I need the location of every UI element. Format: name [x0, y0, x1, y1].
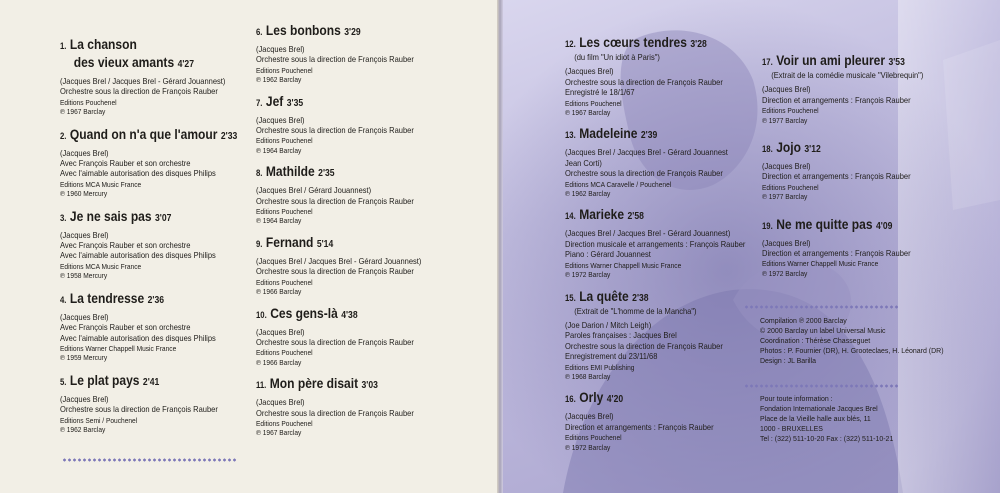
track-duration: 2'41 [142, 376, 160, 388]
tracklist-column-4 [762, 52, 992, 292]
track-credit-line: Direction et arrangements : François Rauber [565, 422, 714, 432]
track-title: Jef [265, 92, 284, 109]
track-entry [60, 36, 245, 117]
track-credit-line: Editions Pouchenel [762, 182, 819, 192]
track-title-line [565, 125, 728, 144]
track-credit-line: ℗ 1968 Barclay [565, 371, 611, 381]
track-title: Mon père disait [269, 375, 359, 392]
track-credit-line: Direction et arrangements : François Rauber [762, 95, 911, 105]
track-credit-line: ℗ 1962 Barclay [256, 75, 302, 85]
track-credit-line: Orchestre sous la direction de François Rauber [256, 196, 414, 206]
track-entry [565, 389, 755, 452]
track-credit-line: ℗ 1977 Barclay [762, 115, 808, 125]
dotted-divider-left [62, 458, 237, 462]
track-credit-line: Editions Pouchenel [256, 65, 313, 75]
track-number: 8. [256, 168, 263, 179]
track-subtitle: (Extrait de "L'homme de la Mancha") [574, 306, 697, 316]
track-credit-line: Avec François Rauber et son orchestre [60, 323, 191, 333]
contact-line: Pour toute information : [760, 394, 833, 403]
track-title: Les cœurs tendres [579, 34, 687, 50]
track-title-line [60, 208, 219, 227]
track-credit-line: Orchestre sous la direction de François Rauber [60, 87, 218, 97]
track-credit-line: Paroles françaises : Jacques Brel [565, 331, 677, 341]
track-credit-line: Avec l'aimable autorisation des disques Philips [60, 251, 216, 261]
track-credit-line: Orchestre sous la direction de François Rauber [565, 169, 723, 179]
track-entry [565, 125, 755, 198]
track-entry [762, 216, 992, 279]
track-credit-line: (Jacques Brel) [256, 115, 305, 125]
track-entry [60, 126, 245, 199]
track-entry [256, 22, 491, 85]
track-title-line [256, 305, 458, 324]
track-duration: 2'33 [220, 130, 238, 142]
track-number: 12. [565, 39, 576, 49]
credits-line: © 2000 Barclay un label Universal Music [760, 326, 886, 335]
credits-line: Photos : P. Fournier (DR), H. Grooteclaes, H. Léonard (DR) [760, 346, 944, 355]
track-credit-line: Orchestre sous la direction de François Rauber [256, 408, 414, 418]
track-title: Jojo [776, 139, 801, 156]
track-credit-line: ℗ 1964 Barclay [256, 216, 302, 226]
contact-line: Place de la Vieille halle aux blés, 11 [760, 414, 871, 423]
track-title-line [256, 163, 458, 182]
track-credit-line: Editions Warner Chappell Music France [60, 343, 177, 353]
track-credit-line: (Jacques Brel) [762, 85, 811, 95]
track-credit-line: (Jacques Brel) [762, 162, 811, 172]
track-entry [565, 206, 755, 279]
track-title-line [256, 22, 458, 41]
track-duration: 3'53 [888, 57, 905, 68]
track-credit-line: Orchestre sous la direction de François Rauber [565, 77, 723, 87]
track-number: 16. [565, 394, 576, 405]
track-entry [565, 288, 755, 382]
track-credit-line: ℗ 1958 Mercury [60, 271, 108, 281]
contact-block [760, 394, 990, 444]
track-credit-line: (Jacques Brel) [60, 312, 109, 322]
track-credit-line: ℗ 1972 Barclay [762, 268, 808, 278]
track-number: 14. [565, 211, 576, 222]
contact-line: Fondation Internationale Jacques Brel [760, 404, 878, 413]
track-credit-line: Avec l'aimable autorisation des disques Philips [60, 169, 216, 179]
track-duration: 3'28 [690, 39, 707, 50]
track-entry [256, 93, 491, 156]
track-number: 18. [762, 144, 773, 155]
tracklist-column-1 [60, 36, 245, 443]
track-credit-line: Editions MCA Music France [60, 261, 142, 271]
track-number: 10. [256, 309, 267, 320]
track-credit-line: (Jacques Brel) [60, 148, 109, 158]
track-title: Madeleine [579, 125, 638, 142]
track-duration: 3'07 [155, 212, 172, 224]
track-credit-line: Avec l'aimable autorisation des disques Philips [60, 333, 216, 343]
track-number: 15. [565, 292, 576, 303]
track-entry [762, 139, 992, 202]
track-credit-line: Editions Pouchenel [256, 207, 313, 217]
track-credit-line: ℗ 1967 Barclay [565, 108, 611, 118]
track-number: 7. [256, 97, 263, 108]
track-title: Quand on n'a que l'amour [69, 125, 218, 142]
track-entry [762, 52, 992, 125]
track-entry [256, 305, 491, 368]
track-credit-line: Editions Pouchenel [60, 97, 117, 107]
track-credit-line: ℗ 1977 Barclay [762, 192, 808, 202]
track-title-line [565, 288, 728, 307]
track-number: 6. [256, 27, 263, 37]
track-credit-line: (Jacques Brel / Jacques Brel - Gérard Jouannest) [60, 77, 226, 86]
track-credit-line: (Jacques Brel) [256, 327, 305, 337]
track-credit-line: Editions Pouchenel [762, 106, 819, 116]
track-credit-line: Editions Warner Chappell Music France [762, 259, 879, 269]
track-duration: 2'58 [627, 211, 644, 223]
contact-line: Tel : (322) 511-10-20 Fax : (322) 511-10-21 [760, 434, 894, 443]
track-credit-line: (Jacques Brel) [762, 238, 811, 248]
track-title: Marieke [579, 206, 625, 223]
track-credit-line: Enregistré le 18/1/67 [565, 88, 635, 98]
track-credit-line: Avec François Rauber et son orchestre [60, 159, 191, 169]
track-credit-line: ℗ 1967 Barclay [60, 107, 106, 117]
track-title-line [256, 93, 458, 112]
track-duration: 3'35 [286, 97, 304, 109]
track-credit-line: Editions Warner Chappell Music France [565, 260, 682, 270]
track-credit-line: ℗ 1962 Barclay [565, 189, 611, 199]
track-credit-line: (Jacques Brel / Jacques Brel - Gérard Jouannest [565, 148, 728, 158]
track-number: 3. [60, 212, 67, 223]
track-duration: 2'38 [632, 292, 649, 304]
track-duration: 2'39 [640, 130, 658, 142]
track-entry [256, 163, 491, 226]
track-credit-line: Editions MCA Music France [60, 179, 142, 189]
track-title-line [565, 34, 728, 53]
credits-block [760, 316, 990, 366]
track-credit-line: Orchestre sous la direction de François Rauber [256, 126, 414, 136]
track-credit-line: Orchestre sous la direction de François Rauber [256, 337, 414, 347]
track-credit-line: Enregistrement du 23/11/68 [565, 352, 658, 362]
track-number: 17. [762, 57, 773, 67]
track-credit-line: (Joe Darion / Mitch Leigh) [565, 320, 652, 330]
track-credit-line: Editions Pouchenel [256, 418, 313, 428]
contact-line: 1000 - BRUXELLES [760, 424, 823, 433]
track-credit-line: Direction et arrangements : François Rauber [762, 172, 911, 182]
credits-line: Compilation ℗ 2000 Barclay [760, 316, 847, 325]
track-credit-line: (Jacques Brel) [565, 412, 614, 422]
track-number: 2. [60, 130, 67, 141]
track-duration: 3'29 [344, 27, 361, 38]
track-credit-line: Orchestre sous la direction de François Rauber [256, 267, 414, 277]
track-entry [60, 372, 245, 435]
track-title: Ne me quitte pas [776, 215, 873, 232]
track-credit-line: (Jacques Brel / Jacques Brel - Gérard Jouannest) [256, 256, 422, 266]
track-credit-line: (Jacques Brel) [60, 230, 109, 240]
track-title-line [60, 372, 219, 391]
track-duration: 3'03 [361, 380, 378, 392]
track-number: 5. [60, 376, 67, 387]
track-title-line-2 [60, 54, 219, 73]
track-title-line [762, 52, 960, 71]
track-credit-line: Direction et arrangements : François Rauber [762, 249, 911, 259]
track-credit-line: Editions Pouchenel [256, 277, 313, 287]
track-credit-line: ℗ 1960 Mercury [60, 189, 108, 199]
track-credit-line: (Jacques Brel) [256, 45, 305, 54]
track-title: Ces gens-là [270, 304, 338, 321]
dotted-divider-contact [744, 384, 900, 388]
track-number: 19. [762, 220, 773, 231]
track-duration: 5'14 [316, 238, 334, 250]
track-credit-line: Editions Pouchenel [256, 348, 313, 358]
track-title-line [60, 36, 219, 54]
track-credit-line: ℗ 1966 Barclay [256, 287, 302, 297]
track-duration: 3'12 [804, 144, 821, 156]
track-credit-line: ℗ 1972 Barclay [565, 442, 611, 452]
track-credit-line: ℗ 1964 Barclay [256, 145, 302, 155]
track-credit-line: (Jacques Brel / Gérard Jouannest) [256, 186, 372, 196]
track-title-line [565, 206, 728, 225]
track-credit-line: Direction musicale et arrangements : François Rauber [565, 239, 746, 249]
track-title-line [256, 375, 458, 394]
track-title: Le plat pays [69, 371, 140, 388]
track-credit-line: Editions Semi / Pouchenel [60, 415, 138, 425]
track-credit-line: (Jacques Brel) [565, 67, 614, 77]
track-credit-line: Piano : Gérard Jouannest [565, 250, 651, 260]
track-credit-line: ℗ 1967 Barclay [256, 428, 302, 438]
track-number: 4. [60, 294, 67, 305]
track-duration: 4'20 [606, 394, 624, 406]
track-duration: 4'27 [177, 59, 194, 70]
track-entry [60, 208, 245, 281]
track-title-continued: des vieux amants [73, 54, 175, 70]
track-title: Voir un ami pleurer [776, 52, 886, 68]
track-title: La quête [579, 287, 629, 304]
track-title: Orly [579, 389, 604, 406]
credits-line: Coordination : Thérèse Chasseguet [760, 336, 871, 345]
track-duration: 2'36 [147, 294, 165, 306]
track-subtitle: (Extrait de la comédie musicale "Vilebrequin") [771, 71, 924, 80]
track-title-line [60, 125, 238, 145]
track-number: 9. [256, 238, 263, 249]
track-credit-line: Editions Pouchenel [565, 433, 622, 443]
track-credit-line: (Jacques Brel) [256, 398, 305, 408]
track-title: Mathilde [265, 163, 315, 180]
track-entry [256, 234, 491, 297]
track-credit-line: Orchestre sous la direction de François Rauber [256, 55, 414, 65]
track-title: Fernand [265, 233, 314, 250]
track-credit-line: Editions Pouchenel [256, 136, 313, 146]
track-entry [60, 290, 245, 363]
track-credit-line: Orchestre sous la direction de François Rauber [565, 341, 723, 351]
track-subtitle: (du film "Un idiot à Paris") [574, 53, 660, 62]
track-credit-line: Editions EMI Publishing [565, 362, 635, 372]
track-duration: 4'09 [875, 220, 893, 232]
track-credit-line: ℗ 1959 Mercury [60, 353, 108, 363]
dotted-divider-credits [744, 305, 900, 309]
track-credit-line: (Jacques Brel) [60, 394, 109, 404]
track-title: La chanson [69, 36, 137, 52]
track-title: Les bonbons [265, 22, 341, 38]
track-number: 11. [256, 380, 267, 391]
track-credit-line: Orchestre sous la direction de François Rauber [60, 405, 218, 415]
track-number: 1. [60, 41, 67, 51]
track-title-line [565, 389, 728, 408]
track-credit-line: Editions Pouchenel [565, 98, 622, 108]
tracklist-column-2 [256, 22, 491, 446]
track-title: Je ne sais pas [69, 207, 152, 224]
track-duration: 2'35 [318, 168, 335, 180]
track-title-line [60, 290, 219, 309]
track-title-line [762, 139, 960, 158]
track-credit-line: Editions MCA Caravelle / Pouchenel [565, 179, 672, 189]
track-title-line [762, 216, 960, 235]
track-number: 13. [565, 130, 576, 141]
track-credit-line: Avec François Rauber et son orchestre [60, 241, 191, 251]
credits-line: Design : JL Barilla [760, 356, 817, 365]
track-credit-line: Jean Corti) [565, 158, 602, 168]
track-credit-line: ℗ 1962 Barclay [60, 424, 106, 434]
track-credit-line: ℗ 1966 Barclay [256, 357, 302, 367]
track-entry [565, 34, 755, 117]
track-title: La tendresse [69, 289, 145, 306]
track-title-line [256, 234, 458, 253]
track-entry [256, 375, 491, 438]
track-credit-line: ℗ 1972 Barclay [565, 270, 611, 280]
tracklist-column-3 [565, 34, 755, 460]
track-credit-line: (Jacques Brel / Jacques Brel - Gérard Jouannest) [565, 229, 731, 239]
track-duration: 4'38 [341, 309, 358, 321]
